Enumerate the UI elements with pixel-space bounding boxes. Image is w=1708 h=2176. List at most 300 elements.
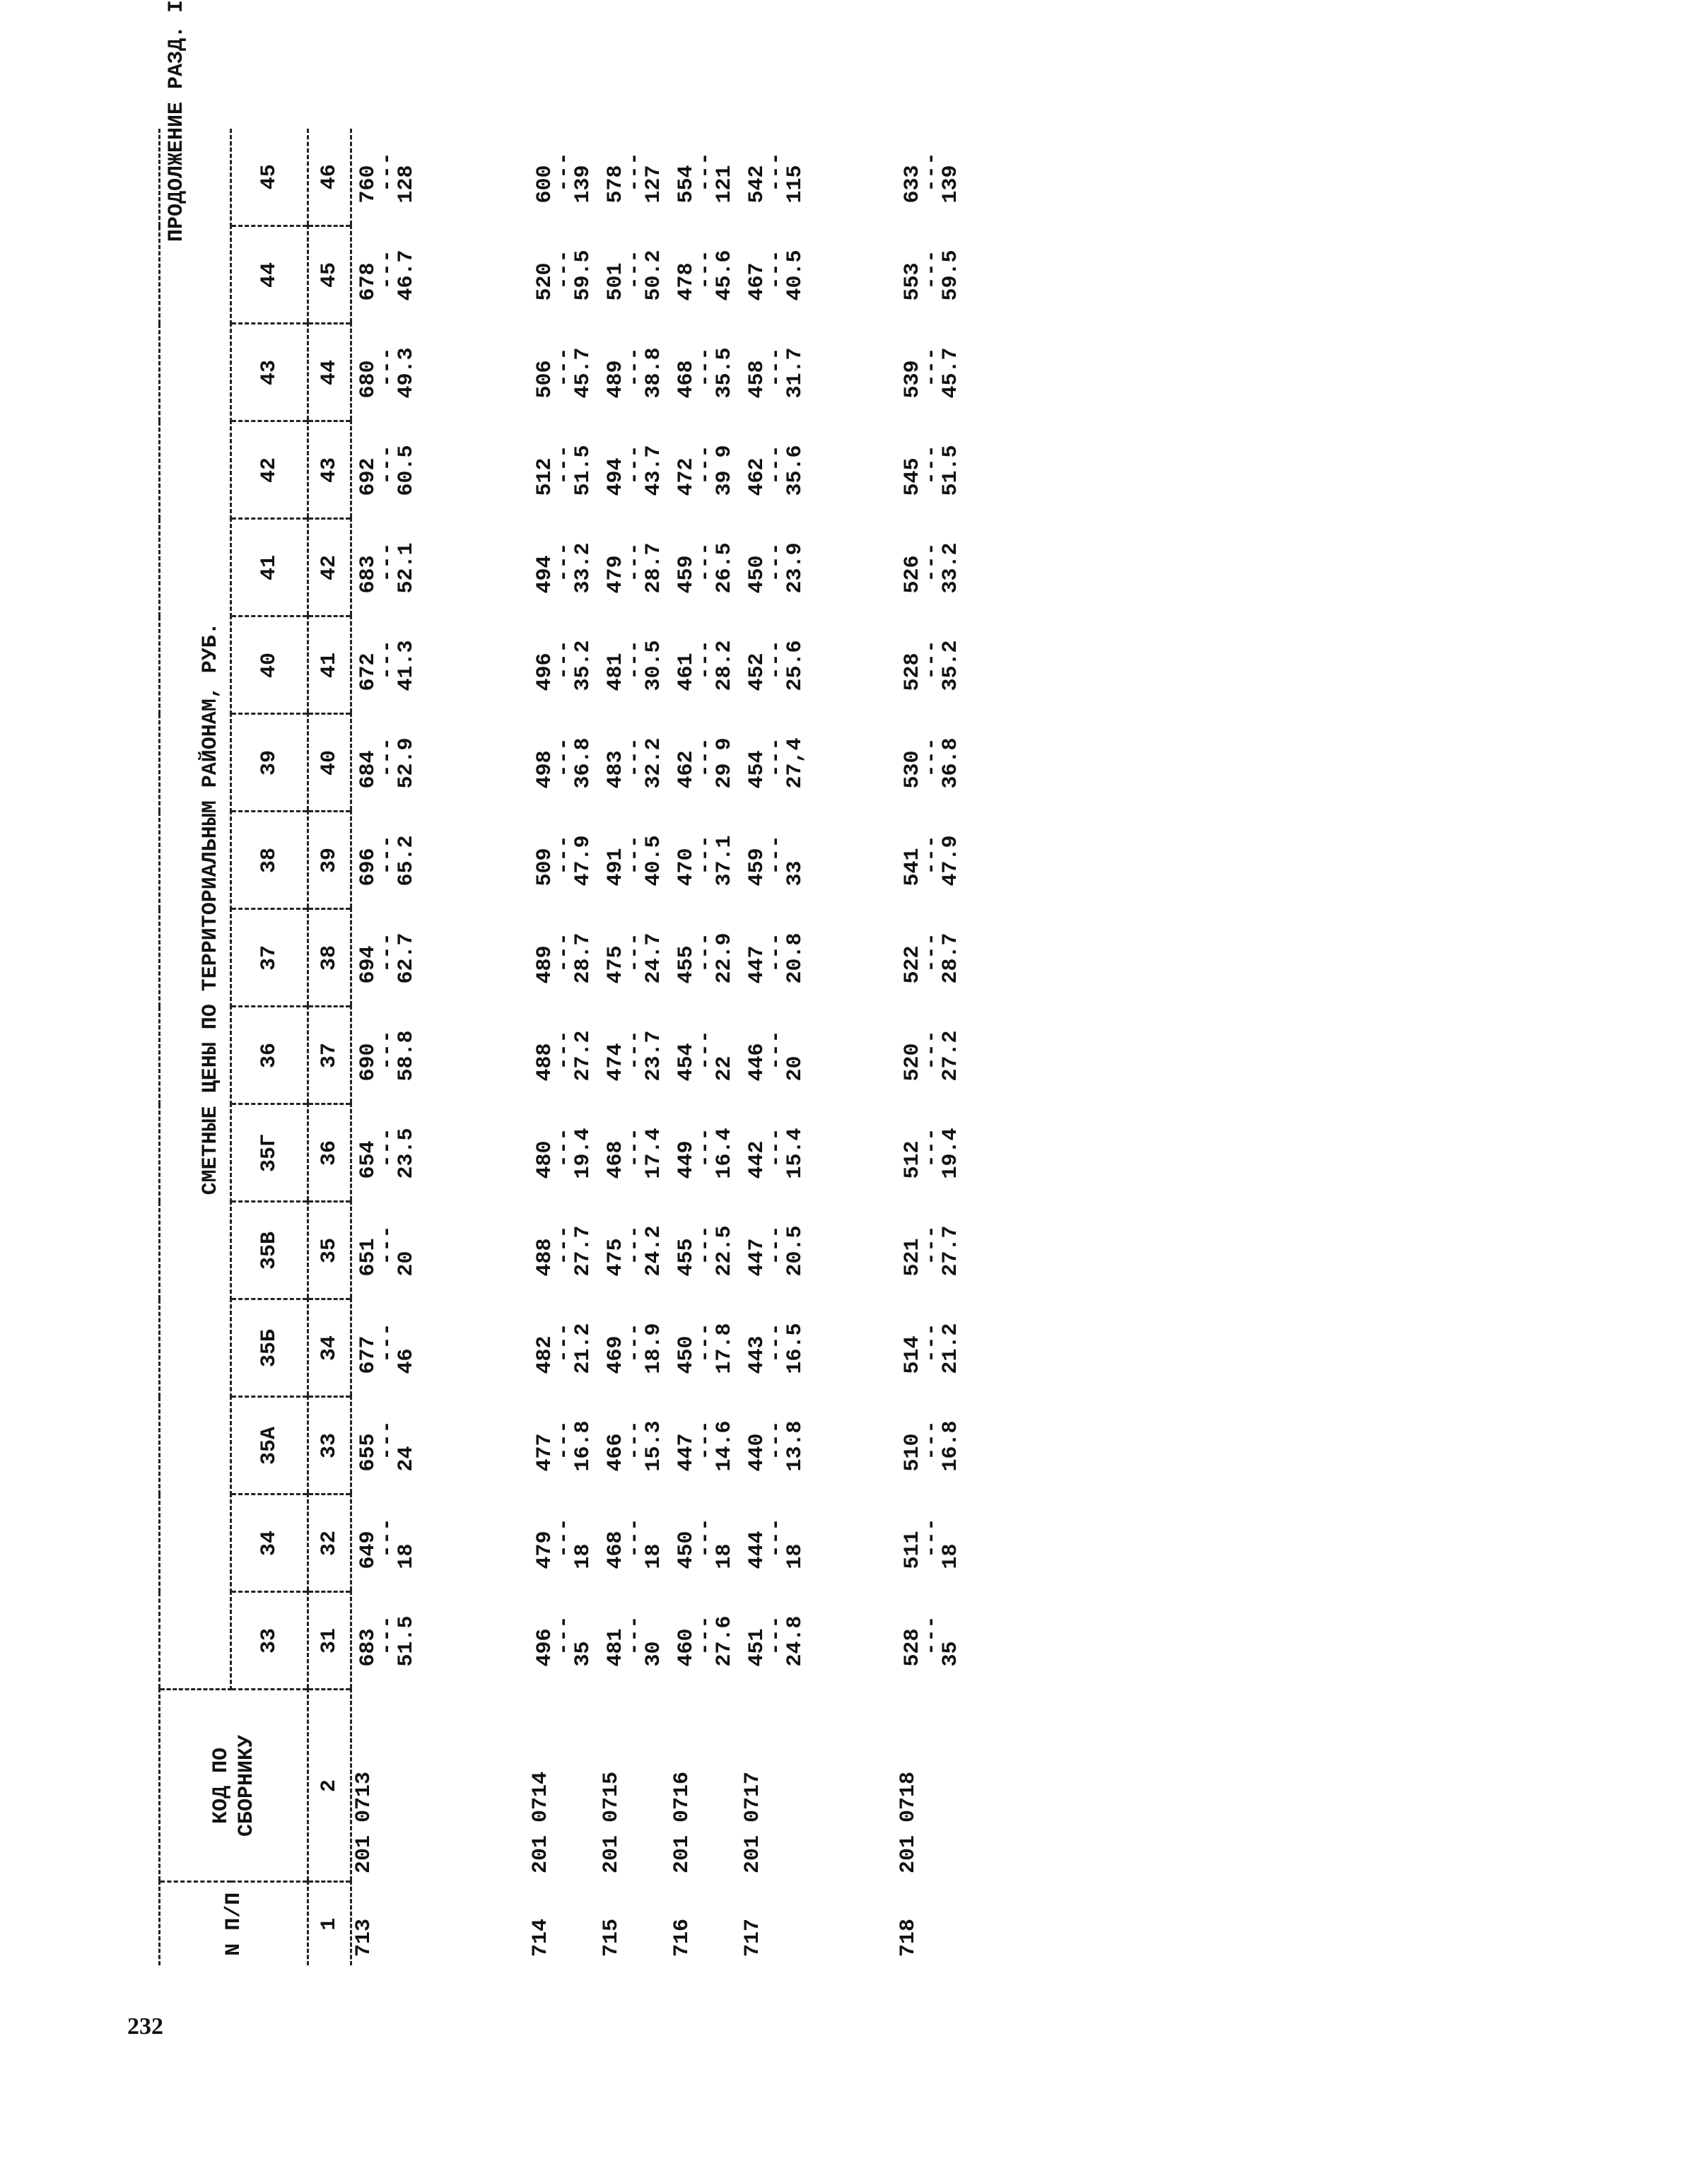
price-cell [670,1007,741,1104]
price-total: 528 [901,653,925,691]
fraction-bar: --- [623,737,647,778]
fraction-bar: --- [623,444,647,485]
price-part: 65.2 [394,835,419,887]
region-header: 35Г [231,1104,308,1202]
fraction-bar: --- [623,1029,647,1070]
price-part: 26.5 [713,542,737,594]
price-part: 27,4 [783,737,807,789]
fraction-bar: --- [920,249,944,290]
price-part: 17.4 [642,1128,666,1179]
price-part: 128 [394,165,419,204]
price-fraction [356,1225,419,1277]
col-code-label-line1: КОД ПО [209,1747,233,1825]
price-cell [599,1397,670,1494]
price-total: 468 [604,1531,628,1569]
price-cell [741,324,812,421]
price-total: 450 [674,1335,698,1374]
fraction-bar: --- [623,639,647,680]
price-fraction [674,1518,737,1569]
price-total: 521 [901,1238,925,1277]
column-number: 2 [308,1690,351,1882]
fraction-bar: --- [920,1029,944,1070]
price-fraction [674,542,737,594]
price-part: 21.2 [939,1323,963,1374]
price-total: 461 [674,653,698,691]
price-part: 20.5 [783,1225,807,1277]
fraction-bar: --- [920,639,944,680]
price-total: 479 [533,1531,557,1569]
price-total: 470 [674,848,698,887]
price-part: 27.6 [713,1615,737,1667]
fraction-bar: --- [375,834,399,875]
column-number: 39 [308,812,351,909]
price-cell [670,421,741,519]
price-cell [670,812,741,909]
region-header: 34 [231,1494,308,1592]
region-header: 38 [231,812,308,909]
price-part: 13.8 [783,1420,807,1472]
fraction-bar: --- [623,1127,647,1168]
price-fraction [674,1615,737,1667]
row-number: 718 [896,1918,920,1957]
price-cell [351,616,423,714]
price-part: 28.7 [642,542,666,594]
price-total: 512 [533,457,557,496]
price-fraction [356,152,419,204]
fraction-bar: --- [552,1322,576,1363]
price-cell [896,226,967,324]
price-total: 677 [356,1335,380,1374]
price-total: 450 [745,555,769,594]
price-part: 28.2 [713,640,737,691]
fraction-bar: --- [375,1127,399,1168]
price-cell [741,1397,812,1494]
header-title-row [160,129,231,1965]
price-part: 16.8 [939,1420,963,1472]
price-fraction [533,347,595,399]
price-total: 466 [604,1433,628,1472]
price-fraction [674,152,737,204]
price-cell [741,226,812,324]
price-total: 553 [901,262,925,301]
price-total: 481 [604,1628,628,1667]
price-part: 25.6 [783,640,807,691]
price-total: 684 [356,750,380,789]
fraction-bar: --- [623,249,647,290]
price-total: 480 [533,1140,557,1179]
price-part: 20 [394,1251,419,1277]
price-part: 115 [783,165,807,204]
price-total: 455 [674,1238,698,1277]
price-fraction [901,1615,963,1667]
price-cell [741,1494,812,1592]
price-cell [529,714,599,812]
fraction-bar: --- [764,542,788,583]
price-total: 482 [533,1335,557,1374]
price-total: 446 [745,1043,769,1082]
price-total: 489 [604,360,628,399]
price-part: 37.1 [713,835,737,887]
price-part: 22.9 [713,932,737,984]
price-cell [529,909,599,1007]
price-fraction [356,542,419,594]
price-total: 468 [604,1140,628,1179]
price-fraction [604,542,666,594]
price-cell [351,714,423,812]
fraction-bar: --- [552,542,576,583]
price-fraction [674,1128,737,1179]
price-part: 18 [394,1543,419,1569]
price-total: 692 [356,457,380,496]
column-number: 37 [308,1007,351,1104]
price-fraction [674,250,737,301]
price-part: 30.5 [642,640,666,691]
price-total: 498 [533,750,557,789]
price-cell [670,1104,741,1202]
price-part: 29 9 [713,737,737,789]
price-part: 24.2 [642,1225,666,1277]
price-fraction [745,445,807,496]
fraction-bar: --- [920,1517,944,1558]
price-total: 651 [356,1238,380,1277]
price-fraction [604,1030,666,1082]
spacer-row [423,129,529,1965]
price-cell [529,324,599,421]
price-part: 32.2 [642,737,666,789]
price-fraction [745,1030,807,1082]
fraction-bar: --- [920,1224,944,1265]
price-part: 15.3 [642,1420,666,1472]
fraction-bar: --- [375,1420,399,1461]
fraction-bar: --- [920,1615,944,1656]
region-header: 33 [231,1592,308,1690]
price-total: 468 [674,360,698,399]
price-part: 52.1 [394,542,419,594]
price-fraction [533,640,595,691]
fraction-bar: --- [375,249,399,290]
price-total: 494 [604,457,628,496]
price-fraction [533,1323,595,1374]
price-fraction [674,445,737,496]
col-code-label-line2: СБОРНИКУ [234,1734,259,1837]
price-total: 467 [745,262,769,301]
price-fraction [674,347,737,399]
fraction-bar: --- [375,542,399,583]
row-number: 714 [529,1918,553,1957]
price-fraction [901,152,963,204]
price-cell [741,1007,812,1104]
price-total: 506 [533,360,557,399]
fraction-bar: --- [552,639,576,680]
column-number: 43 [308,421,351,519]
price-total: 496 [533,653,557,691]
price-fraction [901,932,963,984]
price-total: 451 [745,1628,769,1667]
price-fraction [533,1225,595,1277]
fraction-bar: --- [552,834,576,875]
row-code: 201 0716 [670,1771,694,1873]
price-cell [741,1104,812,1202]
fraction-bar: --- [920,444,944,485]
price-part: 20.8 [783,932,807,984]
column-number: 45 [308,226,351,324]
price-total: 462 [674,750,698,789]
fraction-bar: --- [375,151,399,192]
price-fraction [356,250,419,301]
price-part: 35.6 [783,445,807,496]
price-total: 483 [604,750,628,789]
price-part: 50.2 [642,250,666,301]
price-fraction [604,932,666,984]
price-part: 27.2 [571,1030,595,1082]
price-fraction [674,1323,737,1374]
fraction-bar: --- [694,1029,718,1070]
price-part: 46.7 [394,250,419,301]
price-cell [896,812,967,909]
price-part: 43.7 [642,445,666,496]
price-cell [599,324,670,421]
region-header: 35А [231,1397,308,1494]
fraction-bar: --- [694,1224,718,1265]
price-cell [670,226,741,324]
price-part: 39 9 [713,445,737,496]
price-fraction [356,1518,419,1569]
price-fraction [533,542,595,594]
price-cell [351,421,423,519]
fraction-bar: --- [375,1224,399,1265]
price-fraction [533,1420,595,1472]
price-part: 22.5 [713,1225,737,1277]
price-total: 454 [674,1043,698,1082]
price-total: 649 [356,1531,380,1569]
price-part: 24.7 [642,932,666,984]
price-total: 474 [604,1043,628,1082]
price-part: 62.7 [394,932,419,984]
region-header: 35Б [231,1299,308,1397]
price-total: 520 [533,262,557,301]
price-part: 16.8 [571,1420,595,1472]
price-part: 47.9 [939,835,963,887]
region-header: 42 [231,421,308,519]
price-fraction [356,1030,419,1082]
price-total: 672 [356,653,380,691]
price-cell [351,1494,423,1592]
price-cell [351,1007,423,1104]
price-cell [670,714,741,812]
price-cell [670,616,741,714]
price-cell [599,226,670,324]
price-cell [529,129,599,226]
fraction-bar: --- [552,444,576,485]
price-cell [599,1104,670,1202]
price-fraction [533,1030,595,1082]
price-cell [351,226,423,324]
fraction-bar: --- [764,1322,788,1363]
fraction-bar: --- [375,639,399,680]
price-fraction [901,542,963,594]
column-number: 36 [308,1104,351,1202]
price-part: 18 [713,1543,737,1569]
price-part: 23.9 [783,542,807,594]
price-fraction [745,250,807,301]
price-part: 15.4 [783,1128,807,1179]
price-part: 18.9 [642,1323,666,1374]
price-total: 459 [674,555,698,594]
fraction-bar: --- [694,151,718,192]
price-part: 35.2 [939,640,963,691]
price-total: 488 [533,1043,557,1082]
price-part: 36.8 [939,737,963,789]
price-cell [896,1299,967,1397]
fraction-bar: --- [694,444,718,485]
price-cell [741,616,812,714]
price-cell [599,616,670,714]
price-total: 472 [674,457,698,496]
price-cell [896,1397,967,1494]
price-fraction [356,640,419,691]
column-number: 35 [308,1202,351,1299]
price-cell [896,1202,967,1299]
price-table [158,129,967,1965]
fraction-bar: --- [694,834,718,875]
price-fraction [901,737,963,789]
price-total: 541 [901,848,925,887]
price-total: 443 [745,1335,769,1374]
price-total: 514 [901,1335,925,1374]
fraction-bar: --- [694,1420,718,1461]
price-fraction [356,835,419,887]
price-fraction [674,640,737,691]
region-header: 43 [231,324,308,421]
price-fraction [533,152,595,204]
fraction-bar: --- [920,151,944,192]
table-body [351,129,968,1965]
fraction-bar: --- [623,542,647,583]
fraction-bar: --- [552,1224,576,1265]
price-part: 14.6 [713,1420,737,1472]
price-fraction [356,1420,419,1472]
price-part: 40.5 [642,835,666,887]
price-cell [599,129,670,226]
row-code: 201 0718 [896,1771,920,1873]
price-cell [670,324,741,421]
price-cell [670,129,741,226]
price-total: 481 [604,653,628,691]
price-fraction [356,1615,419,1667]
price-fraction [604,1615,666,1667]
price-fraction [604,1225,666,1277]
fraction-bar: --- [694,1127,718,1168]
price-cell [741,421,812,519]
price-cell [896,616,967,714]
price-total: 633 [901,165,925,204]
price-cell [741,812,812,909]
price-part: 16.5 [783,1323,807,1374]
column-number: 33 [308,1397,351,1494]
price-total: 501 [604,262,628,301]
price-total: 600 [533,165,557,204]
price-total: 510 [901,1433,925,1472]
column-number-row [308,129,351,1965]
price-total: 475 [604,945,628,984]
price-part: 49.3 [394,347,419,399]
price-cell [670,1397,741,1494]
price-part: 18 [642,1543,666,1569]
fraction-bar: --- [375,1322,399,1363]
price-cell [896,1104,967,1202]
price-fraction [901,1128,963,1179]
price-cell [896,421,967,519]
price-fraction [901,1420,963,1472]
price-total: 460 [674,1628,698,1667]
price-cell [529,1494,599,1592]
price-fraction [674,1225,737,1277]
price-cell [896,519,967,616]
region-header: 37 [231,909,308,1007]
price-fraction [745,347,807,399]
price-fraction [356,1128,419,1179]
col-n-label: N П/П [160,1882,308,1965]
fraction-bar: --- [694,932,718,973]
row-code: 201 0713 [352,1771,376,1873]
price-cell [351,519,423,616]
price-cell [896,714,967,812]
price-total: 489 [533,945,557,984]
price-fraction [533,1615,595,1667]
fraction-bar: --- [375,932,399,973]
price-cell [529,1299,599,1397]
price-total: 542 [745,165,769,204]
fraction-bar: --- [552,932,576,973]
price-cell [670,909,741,1007]
table-title: СМЕТНЫЕ ЦЕНЫ ПО ТЕРРИТОРИАЛЬНЫМ РАЙОНАМ, РУБ. [160,129,231,1690]
row-number: 717 [741,1918,765,1957]
price-cell [351,1104,423,1202]
price-fraction [674,1030,737,1082]
price-cell [351,1299,423,1397]
price-part: 121 [713,165,737,204]
fraction-bar: --- [552,1517,576,1558]
price-total: 447 [745,1238,769,1277]
fraction-bar: --- [552,737,576,778]
price-part: 31.7 [783,347,807,399]
price-total: 655 [356,1433,380,1472]
price-total: 478 [674,262,698,301]
price-total: 469 [604,1335,628,1374]
fraction-bar: --- [694,346,718,387]
price-cell [741,129,812,226]
price-total: 528 [901,1628,925,1667]
price-fraction [901,1030,963,1082]
price-part: 58.8 [394,1030,419,1082]
price-part: 33.2 [571,542,595,594]
row-number: 716 [670,1918,694,1957]
price-part: 18 [939,1543,963,1569]
row-code: 201 0714 [529,1771,553,1873]
price-cell [896,909,967,1007]
price-total: 452 [745,653,769,691]
fraction-bar: --- [552,1615,576,1656]
fraction-bar: --- [764,1615,788,1656]
price-part: 35 [571,1641,595,1667]
price-cell [896,324,967,421]
fraction-bar: --- [375,1517,399,1558]
price-total: 683 [356,555,380,594]
price-fraction [674,1420,737,1472]
fraction-bar: --- [920,737,944,778]
fraction-bar: --- [920,346,944,387]
price-part: 51.5 [939,445,963,496]
